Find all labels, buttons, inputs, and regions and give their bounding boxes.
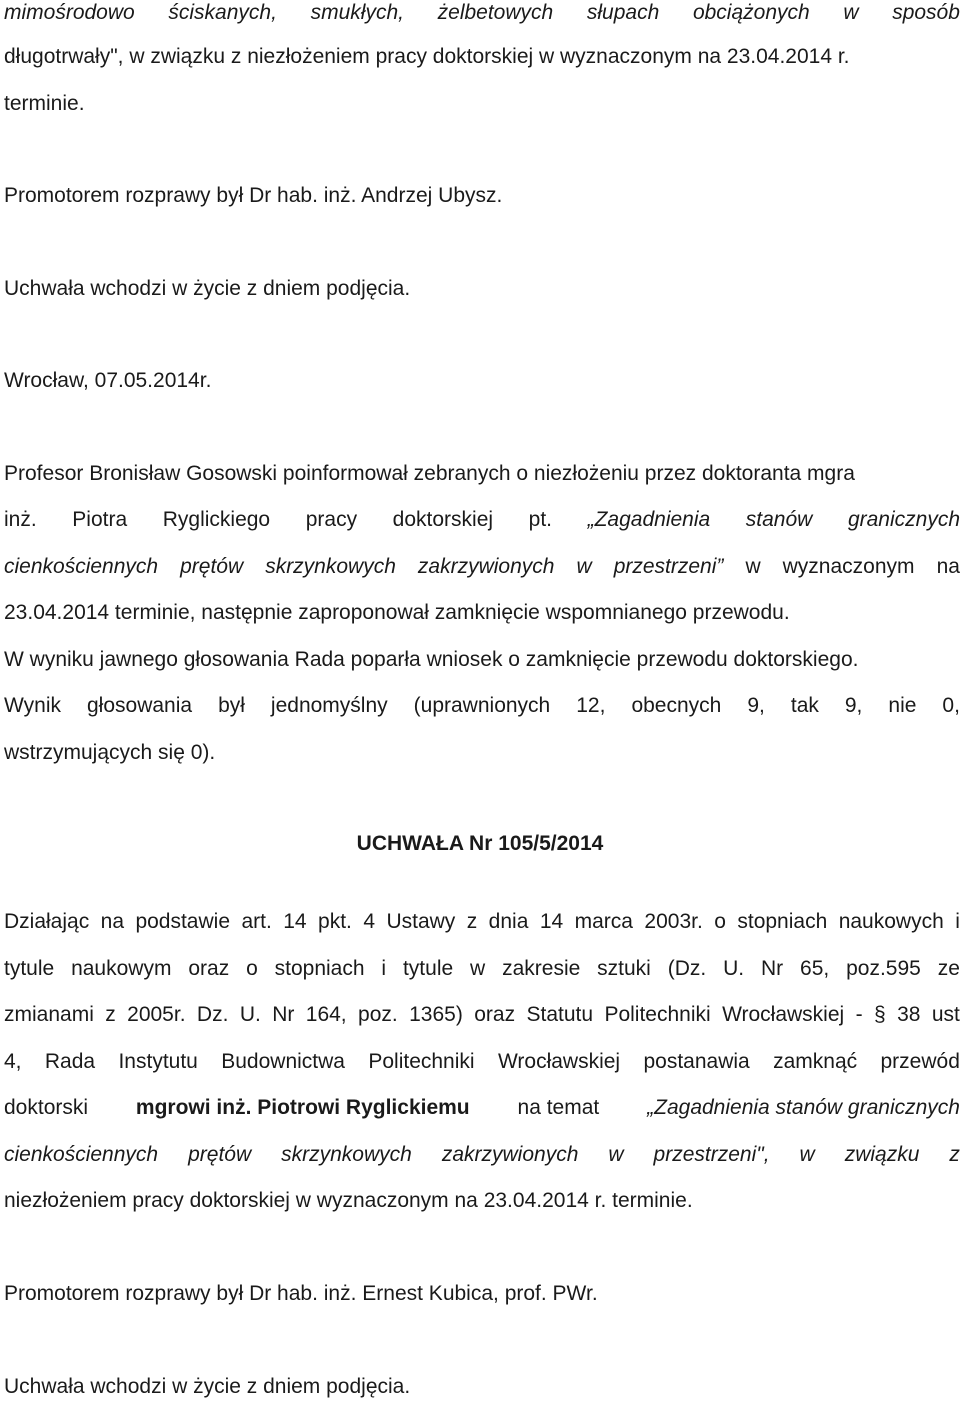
- word: w: [470, 957, 486, 980]
- word: sztuki: [597, 957, 651, 980]
- word: z: [466, 910, 478, 933]
- word: art.: [241, 910, 272, 933]
- word: prętów: [188, 1143, 252, 1166]
- word: wyznaczonym: [782, 555, 915, 578]
- word: poz.595: [846, 957, 921, 980]
- resolution-title: UCHWAŁA Nr 105/5/2014: [356, 832, 604, 855]
- word: Statutu: [526, 1003, 594, 1026]
- date-line: Wrocław, 07.05.2014r.: [4, 369, 212, 392]
- candidate-name: mgrowi inż. Piotrowi Ryglickiemu: [135, 1096, 470, 1119]
- word: pracy: [305, 508, 358, 531]
- word: 14: [539, 910, 564, 933]
- word: zmianami: [4, 1003, 94, 1026]
- word: w: [843, 1, 859, 24]
- word: tytule: [402, 957, 454, 980]
- word: w: [799, 1143, 815, 1166]
- word: stanów: [745, 508, 813, 531]
- word: jednomyślny: [270, 694, 388, 717]
- word: 2003r.: [644, 910, 703, 933]
- thesis-title-start: „Zagadnienia stanów granicznych: [647, 1096, 960, 1119]
- word: 4: [363, 910, 375, 933]
- word: 12,: [576, 694, 606, 717]
- para1-line-4: 23.04.2014 terminie, następnie zaproponował zamknięcie wspomnianego przewodu.: [4, 601, 790, 624]
- word: ze: [937, 957, 960, 980]
- word: stopniach: [274, 957, 365, 980]
- word: cienkościennych: [4, 555, 159, 578]
- top-line-1: [4, 0, 960, 26]
- word: U.: [239, 1003, 261, 1026]
- word: skrzynkowych: [265, 555, 396, 578]
- word: w: [576, 555, 592, 578]
- para1-line-6: [4, 693, 960, 719]
- word: inż.: [4, 508, 37, 531]
- word: prętów: [180, 555, 244, 578]
- word: z: [105, 1003, 116, 1026]
- word: tytule: [4, 957, 55, 980]
- para1-line-1: Profesor Bronisław Gosowski poinformował zebranych o niezłożeniu przez doktoranta mgra: [4, 462, 855, 485]
- word: Nr: [760, 957, 784, 980]
- word: 164,: [305, 1003, 347, 1026]
- para1-line-7: wstrzymujących się 0).: [4, 741, 216, 764]
- word: o: [246, 957, 258, 980]
- word: ust: [931, 1003, 960, 1026]
- word: ściskanych,: [168, 1, 277, 24]
- word: zamknąć: [773, 1050, 858, 1073]
- word: przewód: [880, 1050, 960, 1073]
- word: doktorskiej: [392, 508, 494, 531]
- word: Wynik: [4, 694, 61, 717]
- top-line-2: długotrwały", w związku z niezłożeniem pracy doktorskiej w wyznaczonym na 23.04.2014 r.: [4, 45, 850, 68]
- para2-line-5-text-a: doktorski: [4, 1096, 89, 1119]
- word: stopniach: [737, 910, 828, 933]
- word: 4,: [4, 1050, 22, 1073]
- para1-line-3: [4, 554, 960, 580]
- para2-line-4: [4, 1049, 960, 1075]
- word: marca: [574, 910, 633, 933]
- para2-line-5: [4, 1095, 960, 1121]
- word: Rada: [44, 1050, 96, 1073]
- word: zakrzywionych: [441, 1143, 579, 1166]
- word: obciążonych: [692, 1, 810, 24]
- word: Dz.: [196, 1003, 229, 1026]
- para1-line-2: [4, 507, 960, 533]
- word: z: [949, 1143, 960, 1166]
- word: w: [745, 555, 761, 578]
- word: Nr: [272, 1003, 295, 1026]
- word: naukowym: [71, 957, 172, 980]
- word: oraz: [188, 957, 230, 980]
- word: przestrzeni",: [653, 1143, 770, 1166]
- word: §: [873, 1003, 886, 1026]
- word: 2005r.: [127, 1003, 186, 1026]
- para2-line-7: niezłożeniem pracy doktorskiej w wyznaczonym na 23.04.2014 r. terminie.: [4, 1189, 693, 1212]
- word: poz.: [358, 1003, 398, 1026]
- word: obecnych: [631, 694, 722, 717]
- word: Politechniki: [604, 1003, 711, 1026]
- word: nie: [888, 694, 917, 717]
- word: zakrzywionych: [417, 555, 555, 578]
- top-line-3: terminie.: [4, 92, 85, 115]
- para1-line-5: W wyniku jawnego głosowania Rada poparła wniosek o zamknięcie przewodu doktorskiego.: [4, 648, 859, 671]
- word: „Zagadnienia: [587, 508, 711, 531]
- word: w: [608, 1143, 624, 1166]
- para2-line-5-text-b: na temat: [517, 1096, 600, 1119]
- word: U.: [723, 957, 745, 980]
- word: smukłych,: [310, 1, 404, 24]
- word: słupach: [586, 1, 660, 24]
- word: na: [936, 555, 960, 578]
- word: (Dz.: [667, 957, 707, 980]
- word: (uprawnionych: [413, 694, 551, 717]
- word: 65,: [800, 957, 830, 980]
- word: i: [955, 910, 960, 933]
- word: dnia: [488, 910, 529, 933]
- word: naukowych: [838, 910, 944, 933]
- word: Budownictwa: [221, 1050, 345, 1073]
- word: 0,: [942, 694, 960, 717]
- para2-line-3: [4, 1002, 960, 1028]
- para2-line-1: [4, 909, 960, 935]
- word: Politechniki: [368, 1050, 475, 1073]
- word: granicznych: [847, 508, 960, 531]
- promotor-line: Promotorem rozprawy był Dr hab. inż. Andrzej Ubysz.: [4, 184, 503, 207]
- word: tak: [790, 694, 819, 717]
- word: 1365): [409, 1003, 463, 1026]
- word: oraz: [474, 1003, 516, 1026]
- word: Wrocławskiej: [497, 1050, 621, 1073]
- word: związku: [844, 1143, 920, 1166]
- word: na: [100, 910, 124, 933]
- word: 9,: [747, 694, 765, 717]
- word: Piotra: [72, 508, 128, 531]
- word: Ryglickiego: [162, 508, 271, 531]
- word: żelbetowych: [437, 1, 554, 24]
- word: 9,: [844, 694, 863, 717]
- effective-line: Uchwała wchodzi w życie z dniem podjęcia.: [4, 277, 411, 300]
- word: Ustawy: [386, 910, 456, 933]
- para2-line-6: [4, 1142, 960, 1168]
- word: przestrzeni”: [613, 555, 724, 578]
- word: był: [218, 694, 245, 717]
- word: mimośrodowo: [4, 1, 135, 24]
- word: postanawia: [643, 1050, 750, 1073]
- promotor-line-2: Promotorem rozprawy był Dr hab. inż. Ernest Kubica, prof. PWr.: [4, 1282, 598, 1305]
- word: zakresie: [502, 957, 581, 980]
- word: pt.: [528, 508, 553, 531]
- effective-line-2: Uchwała wchodzi w życie z dniem podjęcia.: [4, 1375, 411, 1398]
- word: cienkościennych: [4, 1143, 159, 1166]
- word: -: [855, 1003, 863, 1026]
- word: pkt.: [318, 910, 352, 933]
- word: skrzynkowych: [281, 1143, 412, 1166]
- word: Działając: [4, 910, 90, 933]
- word: sposób: [892, 1, 960, 24]
- word: Wrocławskiej: [722, 1003, 845, 1026]
- word: Instytutu: [118, 1050, 198, 1073]
- word: 38: [897, 1003, 921, 1026]
- word: podstawie: [135, 910, 230, 933]
- para2-line-2: [4, 956, 960, 982]
- word: głosowania: [86, 694, 193, 717]
- word: o: [714, 910, 726, 933]
- word: 14: [283, 910, 307, 933]
- word: i: [381, 957, 387, 980]
